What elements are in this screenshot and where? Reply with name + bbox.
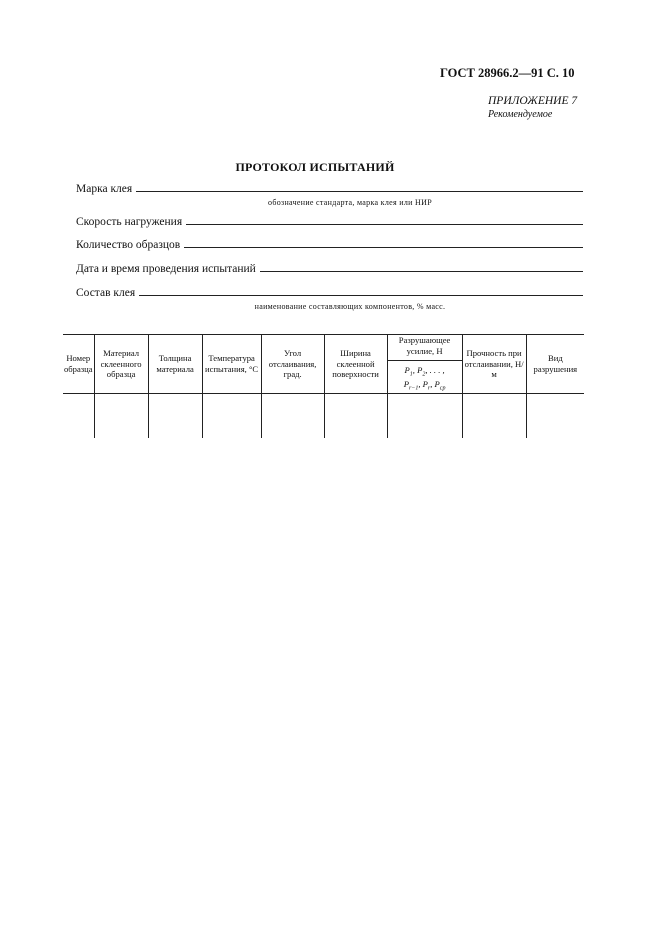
breaking-force-label: Разрушающее усилие, Н <box>388 335 462 360</box>
column-header: Температура испытания, °С <box>202 335 261 394</box>
fill-line[interactable] <box>186 224 583 225</box>
fill-line[interactable] <box>139 295 583 296</box>
column-header: Ширина склеенной поверхности <box>324 335 387 394</box>
recommended-label: Рекомендуемое <box>488 109 553 120</box>
column-header: Толщина материала <box>148 335 202 394</box>
protocol-title: ПРОТОКОЛ ИСПЫТАНИЙ <box>235 160 395 174</box>
field-label: Марка клея <box>76 183 133 195</box>
table-cell[interactable] <box>202 394 261 439</box>
document-reference: ГОСТ 28966.2—91 С. 10 <box>440 66 575 80</box>
field-label: Скорость нагружения <box>76 216 183 228</box>
column-header: Угол отслаивания, град. <box>261 335 324 394</box>
field-label: Состав клея <box>76 287 136 299</box>
column-header-breaking-force <box>387 335 462 394</box>
column-header: Номер образца <box>63 335 94 394</box>
field-test-datetime <box>76 263 583 275</box>
column-header: Материал склеенного образца <box>94 335 148 394</box>
table-cell[interactable] <box>462 394 526 439</box>
table-cell[interactable] <box>387 394 462 439</box>
table-row <box>63 394 584 439</box>
field-loading-speed <box>76 216 583 228</box>
column-header: Прочность при отслаивании, Н/м <box>462 335 526 394</box>
field-adhesive-composition <box>76 287 583 299</box>
column-header: Вид разрушения <box>526 335 584 394</box>
force-symbols: $P_1$, $P_2$, . . . , $P_{r-1}$, $P_r$, $P_{ср}$ <box>403 364 446 392</box>
table-cell[interactable] <box>324 394 387 439</box>
table-header-row <box>63 335 584 394</box>
fill-line[interactable] <box>136 191 583 192</box>
fill-line[interactable] <box>260 271 583 272</box>
table-cell[interactable] <box>63 394 94 439</box>
field-hint: обозначение стандарта, марка клея или НИР <box>268 198 432 207</box>
field-hint: наименование составляющих компонентов, % масс. <box>254 302 446 311</box>
field-adhesive-brand <box>76 183 583 195</box>
field-label: Дата и время проведения испытаний <box>76 263 256 275</box>
test-results-table <box>63 334 584 438</box>
field-label: Количество образцов <box>76 239 181 251</box>
table-cell[interactable] <box>148 394 202 439</box>
fill-line[interactable] <box>184 247 583 248</box>
appendix-label: ПРИЛОЖЕНИЕ 7 <box>488 95 578 107</box>
table-cell[interactable] <box>261 394 324 439</box>
table-cell[interactable] <box>94 394 148 439</box>
field-sample-count <box>76 239 583 251</box>
table-cell[interactable] <box>526 394 584 439</box>
